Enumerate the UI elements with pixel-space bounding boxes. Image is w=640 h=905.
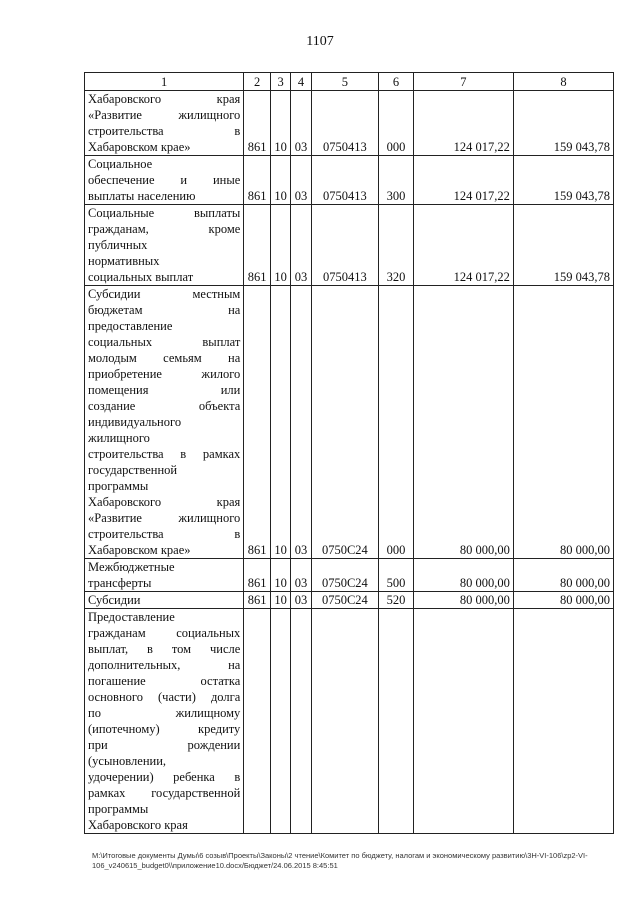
item-name-line: жилищного [88,431,150,445]
item-name-line: (усыновлении, [88,754,167,768]
file-path-footer [92,851,612,871]
item-name-cell [85,592,244,609]
amount-year2-cell: 80 000,00 [513,559,613,592]
section-code-cell: 10 [270,559,290,592]
expense-type-cell: 320 [379,205,414,286]
item-name-line: трансферты [88,576,152,590]
target-article-cell: 0750С24 [311,286,378,559]
subsection-code-cell: 03 [291,286,311,559]
item-name-line: Хабаровском крае» [88,543,191,557]
table-row [85,91,614,156]
item-name-line: удочерении) ребенка в [88,770,241,784]
table-row [85,156,614,205]
amount-year2-cell: 80 000,00 [513,592,613,609]
item-name-line: строительства в [88,124,241,138]
item-name-line: помещения или [88,383,241,397]
admin-code-cell: 861 [244,286,271,559]
subsection-code-cell: 03 [291,91,311,156]
target-article-cell: 0750413 [311,156,378,205]
admin-code-cell: 861 [244,592,271,609]
item-name-line: индивидуального [88,415,182,429]
item-name-line: погашение остатка [88,674,241,688]
item-name-line: гражданам, кроме [88,222,241,236]
item-name-line: Межбюджетные [88,560,175,574]
item-name-line: по жилищному [88,706,241,720]
table-header-row [85,73,614,91]
item-name-line: Субсидии местным [88,287,241,301]
item-name-line: государственной [88,463,178,477]
footer-line: M:\Итоговые документы Думы\6 созыв\Проекты\Законы\2 чтение\Комитет по бюджету, налогам и экономическому развитию\3Н-VI-106\zp2-VI- [92,851,588,860]
expense-type-cell [379,609,414,834]
item-name-line: программы [88,479,149,493]
amount-year1-cell: 80 000,00 [413,559,513,592]
subsection-code-cell [291,609,311,834]
expense-type-cell: 000 [379,286,414,559]
section-code-cell: 10 [270,286,290,559]
amount-year1-cell: 80 000,00 [413,592,513,609]
item-name-cell [85,559,244,592]
item-name-line: Хабаровского края [88,495,241,509]
item-name-line: Хабаровского края [88,92,241,106]
page-number: 1107 [306,34,334,49]
table-row [85,286,614,559]
item-name-line: нормативных [88,254,160,268]
item-name-line: приобретение жилого [88,367,241,381]
amount-year2-cell: 159 043,78 [513,205,613,286]
amount-year2-cell [513,609,613,834]
expense-type-cell: 500 [379,559,414,592]
footer-line: 106_v240615_budget0\\приложение10.docx/Бюджет/24.06.2015 8:45:51 [92,861,338,870]
subsection-code-cell: 03 [291,592,311,609]
table-row [85,609,614,834]
subsection-code-cell: 03 [291,205,311,286]
item-name-line: строительства в рамках [88,447,241,461]
item-name-line: социальных выплат [88,270,194,284]
column-header: 1 [85,73,244,91]
target-article-cell: 0750С24 [311,559,378,592]
item-name-line: бюджетам на [88,303,241,317]
column-header: 6 [379,73,414,91]
item-name-line: создание объекта [88,399,241,413]
subsection-code-cell: 03 [291,156,311,205]
item-name-line: Социальное [88,157,153,171]
item-name-line: Предоставление [88,610,175,624]
item-name-cell [85,205,244,286]
budget-table [84,72,614,834]
section-code-cell [270,609,290,834]
item-name-line: основного (части) долга [88,690,241,704]
column-header: 2 [244,73,271,91]
target-article-cell [311,609,378,834]
item-name-line: «Развитие жилищного [88,511,241,525]
item-name-cell [85,156,244,205]
subsection-code-cell: 03 [291,559,311,592]
amount-year2-cell: 159 043,78 [513,91,613,156]
item-name-line: выплаты населению [88,189,196,203]
table-row [85,592,614,609]
amount-year2-cell: 159 043,78 [513,156,613,205]
item-name-cell [85,91,244,156]
section-code-cell: 10 [270,156,290,205]
item-name-line: Социальные выплаты [88,206,241,220]
section-code-cell: 10 [270,205,290,286]
item-name-line: выплат, в том числе [88,642,241,656]
item-name-line: социальных выплат [88,335,241,349]
target-article-cell: 0750413 [311,205,378,286]
admin-code-cell: 861 [244,559,271,592]
table-body [85,91,614,834]
item-name-line: при рождении [88,738,241,752]
item-name-line: публичных [88,238,148,252]
expense-type-cell: 520 [379,592,414,609]
amount-year1-cell: 124 017,22 [413,91,513,156]
item-name-line: молодым семьям на [88,351,241,365]
target-article-cell: 0750С24 [311,592,378,609]
item-name-line: рамках государственной [88,786,241,800]
item-name-line: (ипотечному) кредиту [88,722,241,736]
item-name-line: «Развитие жилищного [88,108,241,122]
item-name-line: строительства в [88,527,241,541]
item-name-line: обеспечение и иные [88,173,241,187]
item-name-line: программы [88,802,149,816]
item-name-cell [85,286,244,559]
column-header: 7 [413,73,513,91]
expense-type-cell: 300 [379,156,414,205]
column-header: 5 [311,73,378,91]
section-code-cell: 10 [270,91,290,156]
amount-year1-cell: 124 017,22 [413,205,513,286]
amount-year1-cell: 124 017,22 [413,156,513,205]
item-name-line: Хабаровского края [88,818,188,832]
admin-code-cell: 861 [244,91,271,156]
amount-year1-cell [413,609,513,834]
admin-code-cell: 861 [244,205,271,286]
table-row [85,205,614,286]
table-row [85,559,614,592]
item-name-line: гражданам социальных [88,626,241,640]
target-article-cell: 0750413 [311,91,378,156]
item-name-line: Хабаровском крае» [88,140,191,154]
section-code-cell: 10 [270,592,290,609]
item-name-cell [85,609,244,834]
column-header: 3 [270,73,290,91]
column-header: 4 [291,73,311,91]
admin-code-cell [244,609,271,834]
item-name-line: предоставление [88,319,173,333]
item-name-line: дополнительных, на [88,658,241,672]
amount-year2-cell: 80 000,00 [513,286,613,559]
expense-type-cell: 000 [379,91,414,156]
amount-year1-cell: 80 000,00 [413,286,513,559]
column-header: 8 [513,73,613,91]
admin-code-cell: 861 [244,156,271,205]
item-name-line: Субсидии [88,593,141,607]
